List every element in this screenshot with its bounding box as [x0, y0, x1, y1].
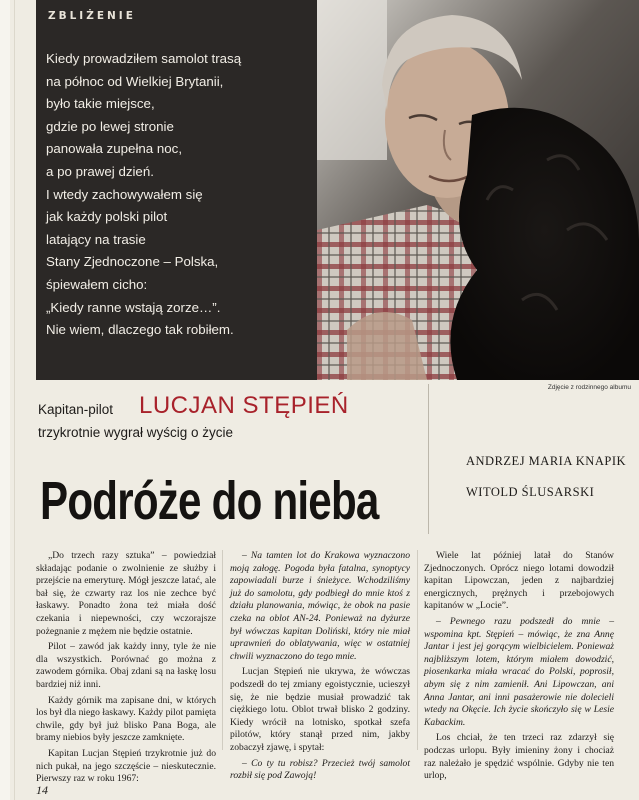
quote-line: śpiewałem cicho: [46, 276, 148, 292]
quote-line: Kiedy prowadziłem samolot trasą [46, 51, 242, 66]
text-column-1 [36, 550, 216, 789]
page-number: 14 [36, 783, 48, 797]
quote-line: Nie wiem, dlaczego tak robiłem. [46, 322, 234, 338]
pull-quote [46, 48, 286, 342]
quote-line: „Kiedy ranne wstają zorze…”. [46, 299, 221, 315]
paragraph: – Co ty tu robisz? Przecież twój samolot rozbił się pod Zawoją! [230, 757, 410, 782]
intro-subtitle: trzykrotnie wygrał wyścig o życie [38, 425, 234, 440]
paragraph: Kapitan Lucjan Stępień trzykrotnie już do nich pukał, na jego szczęście – nieskutecznie. Pierwszy raz w roku 1967: [36, 747, 216, 785]
authors [466, 454, 626, 500]
paragraph: Lucjan Stępień nie ukrywa, że wówczas podszedł do tej zmiany egoistycznie, ucieszył się, że nie będzie musiał prowadzić tak ciężkiego lotu. Oblot trwał blisko 2 godziny. Kiedy wrócił na lotnisko, spotkał szefa pilotów, który stanął przed nim, jakby zobaczył zjawę, i spytał: [230, 666, 410, 753]
article-body [0, 550, 639, 790]
paragraph: Każdy górnik ma zapisane dni, w których los był dla niego łaskawy. Każdy pilot pamięta chwile, gdy był już blisko Pana Boga, ale bramy niebios były jeszcze zamknięte. [36, 694, 216, 744]
text-column-2 [230, 550, 410, 786]
paragraph: Pilot – zawód jak każdy inny, tyle że nie dla wszystkich. Porównać go można z zawodem górnika. Obaj zdani są na łaskę losu bardziej niż inni. [36, 641, 216, 690]
pilot-name: LUCJAN STĘPIEŃ [139, 392, 349, 419]
quote-line: jak każdy polski pilot [46, 209, 168, 225]
column-divider [417, 550, 418, 750]
paragraph: – Pewnego razu podszedł do mnie – wspomina kpt. Stępień – mówiąc, że zna Annę Jantar i jest jej gorącym wielbicielem. Ponieważ najbliższym lotem, którym miałem dowodzić, piosenkarka miała wracać do Polski, poprosił, abym się z nim zamienił. Ani Lipowczan, ani Anna Jantar, ani inni pasażerowie nie dolecieli wtedy na Okęcie. Ich życie skończyło się w Lesie Kabackim. [424, 615, 614, 728]
quote-line: a po prawej dzień. [46, 163, 154, 179]
photo-illustration [317, 0, 639, 380]
quote-line: na północ od Wielkiej Brytanii, [46, 73, 224, 89]
quote-line: latający na trasie [46, 231, 146, 247]
header-divider [428, 384, 429, 534]
article-title: Podróże do nieba [40, 471, 379, 531]
quote-line: I wtedy zachowywałem się [46, 186, 203, 202]
paragraph: „Do trzech razy sztuka” – powiedział składając podanie o zwolnienie ze służby i przejście na emeryturę. Mógł jeszcze latać, ale bał się, że czwarty raz los nie zechce być łaskawy. Ponadto żona też miała dość czekania i niepewności, czy wczorajsze pożegnanie z mężem nie będzie ostatnie. [36, 550, 216, 637]
author-name: WITOLD ŚLUSARSKI [466, 485, 595, 499]
paragraph: Wiele lat później latał do Stanów Zjednoczonych. Oprócz niego lotami dowodził kapitan Lipowczan, jeden z najbardziej energicznych, prężnych i przebojowych kapitanów w „Locie”. [424, 550, 614, 612]
quote-line: było takie miejsce, [46, 96, 155, 112]
column-divider [222, 550, 223, 750]
quote-line: Stany Zjednoczone – Polska, [46, 254, 219, 270]
text-column-3 [424, 550, 614, 786]
author-name: ANDRZEJ MARIA KNAPIK [466, 454, 627, 468]
intro-prefix: Kapitan-pilot [38, 402, 114, 417]
quote-line: gdzie po lewej stronie [46, 118, 174, 134]
paragraph: Los chciał, że ten trzeci raz zdarzył się podczas urlopu. Były imieniny żony i chociaż raz należało je spędzić wspólnie. Gdyby nie ten urlop, [424, 732, 614, 782]
quote-line: panowała zupełna noc, [46, 141, 183, 157]
photo-credit: Zdjęcie z rodzinnego albumu [547, 384, 631, 391]
photo-pilot-embrace [317, 0, 639, 380]
feature-header-block [36, 0, 639, 380]
section-label: ZBLIŻENIE [48, 10, 136, 22]
paragraph: – Na tamten lot do Krakowa wyznaczono moją załogę. Pogoda była fatalna, synoptycy zapowiadali burze i śnieżyce. Wchodziliśmy już do samolotu, gdy podbiegł do mnie ktoś z działu planowania, mówiąc, że obok na pasie czeka na oblot AN-24. Ponieważ na dyżurze był wówczas kapitan Doliński, który nie miał uprawnień do oblatywania, więc w ostatniej chwili wyznaczono do tego mnie. [230, 550, 410, 662]
